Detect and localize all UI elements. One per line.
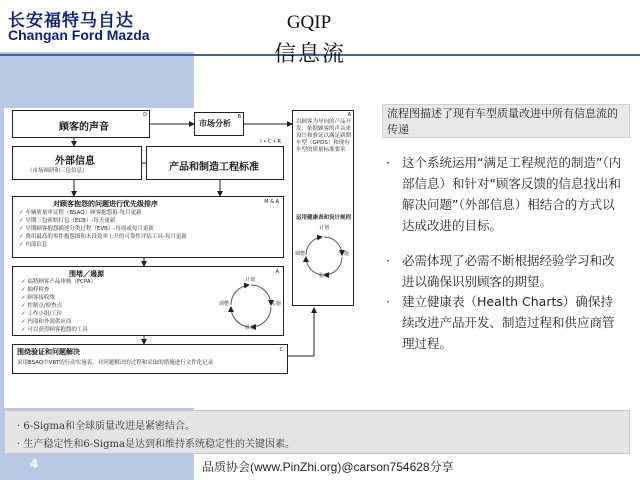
priority-item: ✓ 费用最高的零件抱怨图和未设效率上升的可靠性评估工具-每月更新: [19, 234, 187, 240]
summary-note-line: · 生产稳定性和6-Sigma是达到和维持系统稳定性的关键因素。: [17, 439, 295, 450]
market-corner-tag: B: [237, 114, 241, 120]
panel-bullet: [388, 152, 624, 236]
containment-box: [12, 266, 284, 336]
pdca-check-label: 验证: [319, 273, 330, 279]
side-box-text: 以顾客为导向的产品开发：依据顾客的声音来设计和验证以满足新期车型（GPDS）和现有车型的质量标准要求: [296, 119, 352, 153]
voice-of-customer-box: [12, 110, 150, 138]
slide-title-chinese: 信息流: [273, 42, 346, 67]
voice-corner-tag: D: [143, 112, 147, 118]
market-analysis-label: 市场分析: [199, 118, 231, 128]
product-engineering-label: 产品和制造工程标准: [169, 162, 259, 173]
info-flow-diagram: [4, 108, 376, 408]
pdca-plan-label: 计划: [245, 277, 256, 283]
containment-item: ✓ 可以获得顾客抱怨的工具: [21, 327, 88, 333]
panel-bullet-text: 必需体现了必需不断根据经验学习和改进以确保识别顾客的期望。: [402, 253, 615, 289]
containment-item: ✓ 控制点/检查点: [21, 303, 63, 309]
containment-item: ✓ 内部和外部供应商: [21, 319, 72, 325]
panel-bullet-text: 这个系统运用“满足工程规范的制造”（内部信息）和针对“顾客反馈的信息找出和解决问题”（外部信息）相结合的方式以达成改进的目标。: [402, 155, 622, 233]
containment-item: ✓ 顾客接收线: [21, 295, 55, 301]
priority-title: 对顾客抱怨的问题进行优先级排序: [53, 199, 158, 208]
market-analysis-box: [194, 112, 244, 136]
brand-english-name: Changan Ford Mazda: [8, 27, 150, 43]
priority-corner-tag: M & A: [264, 199, 279, 205]
containment-item: ✓ 抽样检查: [21, 287, 50, 293]
external-info-box: [12, 146, 142, 180]
pdca-check-label: 验证: [245, 325, 256, 331]
containment-corner-tag: A: [275, 269, 279, 275]
containment-item: ✓ 福特顾客产品审核（FCPA）: [21, 279, 97, 285]
external-info-subtitle: （市场调研和三包信息）: [27, 168, 88, 174]
side-box-health-text: 运用健康表和设计规则: [296, 215, 352, 221]
bullet-dot: ·: [386, 155, 390, 170]
containment-title: 围堵／遏源: [69, 269, 104, 278]
priority-item: ✓ 内部信息: [19, 242, 48, 248]
voice-of-customer-label: 顾客的声音: [59, 122, 109, 133]
panel-heading: 流程图描述了现有车型质量改进中所有信息流的传递: [382, 104, 630, 138]
product-engineering-standard-box: [146, 139, 284, 180]
side-corner-tag: A: [347, 112, 351, 118]
panel-bullet: [388, 291, 624, 354]
pdca-act-label: 调整: [219, 301, 230, 307]
pdca-do-label: 实施: [339, 251, 350, 257]
pdca-act-label: 调整: [295, 251, 306, 257]
page-number: 4: [30, 457, 39, 471]
bullet-dot: ·: [386, 294, 390, 309]
summary-note-box: [4, 410, 630, 454]
pdca-do-label: 实施: [271, 301, 282, 307]
product-corner-tag: I • C • R: [260, 139, 281, 145]
external-info-label: 外部信息: [55, 156, 95, 167]
containment-item: ✓ 工作小组/工位: [21, 311, 63, 317]
slide-title-english: GQIP: [286, 12, 332, 33]
priority-item: ✓ 早期三包索赔打包（ECB）-每天更新: [19, 218, 116, 224]
bullet-dot: ·: [386, 253, 390, 268]
brand-chinese-name: 长安福特马自达: [8, 11, 134, 31]
panel-bullet-text: 建立健康表（Health Charts）确保持续改进产品开发、制造过程和供应商管理过程。: [402, 294, 615, 351]
priority-item: ✓ 车辆质量审议程（BSAQ）顾客抱怨报-每月更新: [19, 210, 142, 216]
pdca-plan-label: 计划: [319, 225, 330, 231]
priority-item: ✓ 早期顾客抱怨描述分类过程（EVB）-每周或每月更新: [19, 226, 154, 232]
verification-title: 围绕验证和问题解决: [17, 347, 80, 356]
complaint-priority-box: [12, 196, 284, 258]
panel-bullet: [388, 250, 624, 292]
verification-corner-tag: C: [279, 347, 283, 353]
footer-credit: 品质协会(www.PinZhi.org)@carson754628分享: [202, 460, 454, 474]
summary-note-line: · 6-Sigma和全球质量改进是紧密结合。: [17, 421, 195, 432]
verification-problem-solving-box: [12, 344, 288, 374]
verification-text: 采用BSAQ中VRT的行动实施表、对问题解决的过程和采取的措施进行文件化记录: [17, 360, 214, 366]
product-development-side-box: [292, 110, 354, 306]
